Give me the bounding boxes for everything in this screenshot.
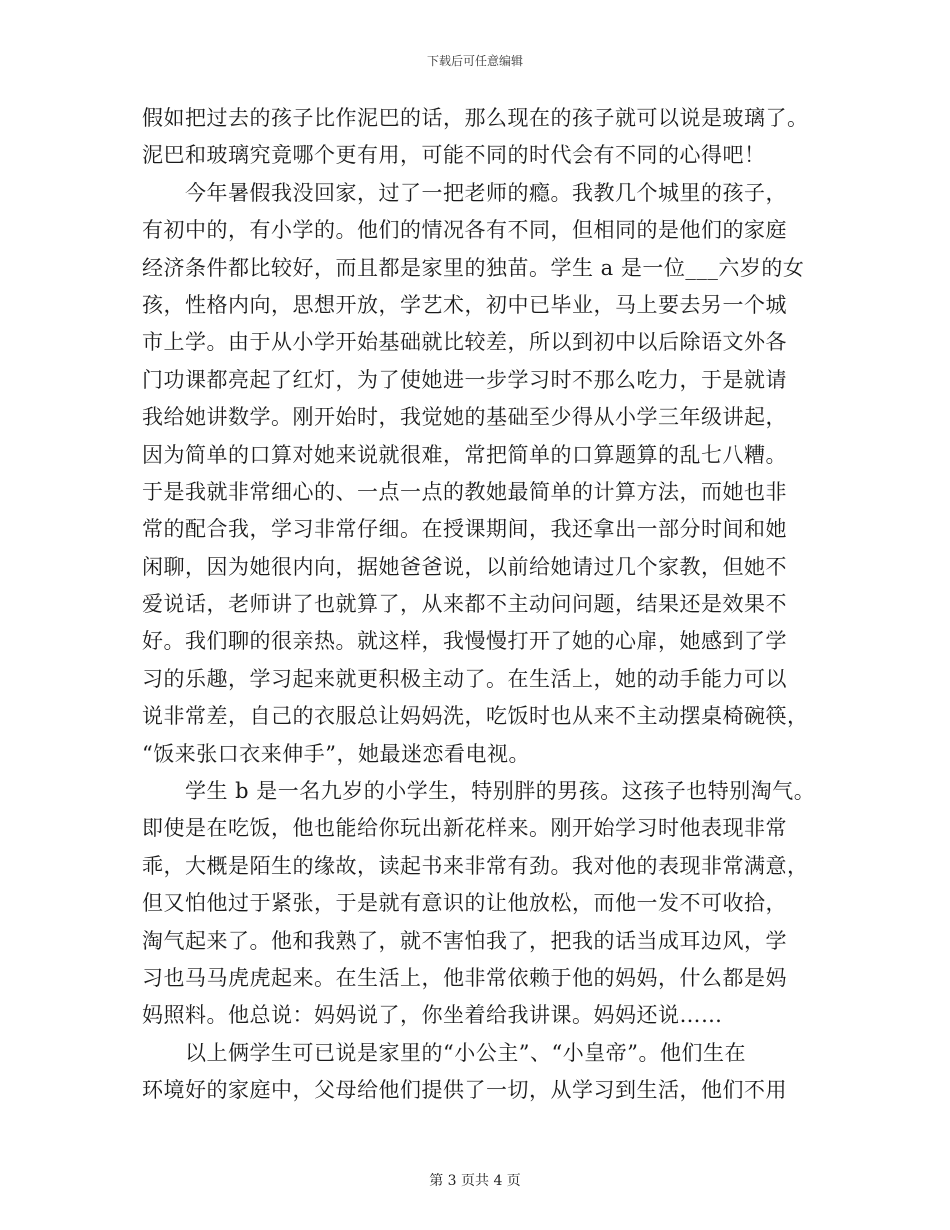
text-line: 学生 b 是一名九岁的小学生，特别胖的男孩。这孩子也特别淘气。 xyxy=(142,779,816,804)
text-line: 经济条件都比较好，而且都是家里的独苗。学生 a 是一位___六岁的女 xyxy=(142,255,805,280)
text-line: 以上俩学生可已说是家里的“小公主”、“小皇帝”。他们生在 xyxy=(142,1040,746,1065)
text-line: 我给她讲数学。刚开始时，我觉她的基础至少得从小学三年级讲起， xyxy=(142,405,787,430)
text-line: 爱说话，老师讲了也就算了，从来都不主动问问题，结果还是效果不 xyxy=(142,592,787,617)
text-line: 习也马马虎虎起来。在生活上，他非常依赖于他的妈妈，什么都是妈 xyxy=(142,965,787,990)
text-line: 门功课都亮起了红灯，为了使她进一步学习时不那么吃力，于是就请 xyxy=(142,367,787,392)
text-line: 环境好的家庭中，父母给他们提供了一切，从学习到生活，他们不用 xyxy=(142,1078,787,1103)
text-line: “饭来张口衣来伸手”，她最迷恋看电视。 xyxy=(142,741,530,766)
text-line: 有初中的，有小学的。他们的情况各有不同，但相同的是他们的家庭 xyxy=(142,218,787,243)
text-line: 闲聊，因为她很内向，据她爸爸说，以前给她请过几个家教，但她不 xyxy=(142,554,787,579)
text-line: 妈照料。他总说：妈妈说了，你坐着给我讲课。妈妈还说…… xyxy=(142,1003,723,1028)
text-line: 好。我们聊的很亲热。就这样，我慢慢打开了她的心扉，她感到了学 xyxy=(142,629,787,654)
text-line: 但又怕他过于紧张，于是就有意识的让他放松，而他一发不可收拾， xyxy=(142,891,787,916)
text-line: 泥巴和玻璃究竟哪个更有用，可能不同的时代会有不同的心得吧！ xyxy=(142,143,766,168)
text-line: 即使是在吃饭，他也能给你玩出新花样来。刚开始学习时他表现非常 xyxy=(142,816,787,841)
text-line: 孩，性格内向，思想开放，学艺术，初中已毕业，马上要去另一个城 xyxy=(142,292,787,317)
text-line: 习的乐趣，学习起来就更积极主动了。在生活上，她的动手能力可以 xyxy=(142,666,787,691)
text-line: 于是我就非常细心的、一点一点的教她最简单的计算方法，而她也非 xyxy=(142,479,787,504)
text-line: 市上学。由于从小学开始基础就比较差，所以到初中以后除语文外各 xyxy=(142,330,787,355)
text-line: 乖，大概是陌生的缘故，读起书来非常有劲。我对他的表现非常满意， xyxy=(142,853,809,878)
text-line: 今年暑假我没回家，过了一把老师的瘾。我教几个城里的孩子， xyxy=(142,180,787,205)
page-footer: 第 3 页共 4 页 xyxy=(429,1173,521,1189)
text-line: 假如把过去的孩子比作泥巴的话，那么现在的孩子就可以说是玻璃了。 xyxy=(142,106,809,130)
text-line: 淘气起来了。他和我熟了，就不害怕我了，把我的话当成耳边风，学 xyxy=(142,928,787,953)
page-header: 下载后可任意编辑 xyxy=(426,54,523,68)
text-line: 说非常差，自己的衣服总让妈妈洗，吃饭时也从来不主动摆桌椅碗筷， xyxy=(142,704,809,729)
document-body xyxy=(142,100,816,1110)
text-line: 常的配合我，学习非常仔细。在授课期间，我还拿出一部分时间和她 xyxy=(142,517,787,542)
text-line: 因为简单的口算对她来说就很难，常把简单的口算题算的乱七八糟。 xyxy=(142,442,787,467)
